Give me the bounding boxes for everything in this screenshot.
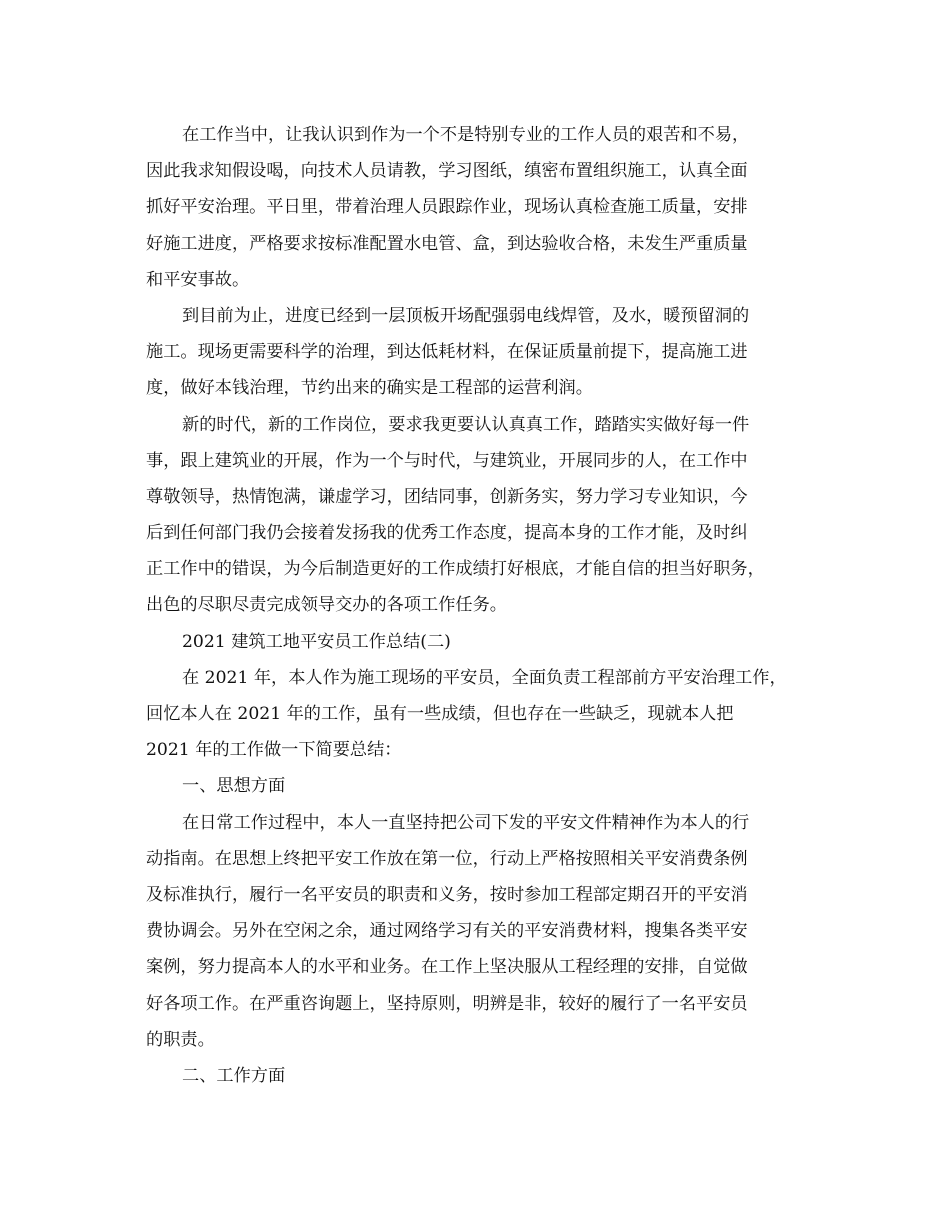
text-line: 因此我求知假设喝，向技术人员请教，学习图纸，缜密布置组织施工，认真全面: [146, 161, 748, 182]
text-line: 在日常工作过程中，本人一直坚持把公司下发的平安文件精神作为本人的行: [182, 812, 750, 833]
text-line: 事，跟上建筑业的开展，作为一个与时代，与建筑业，开展同步的人，在工作中: [146, 450, 748, 471]
text-line: 施工。现场更需要科学的治理，到达低耗材料，在保证质量前提下，提高施工进: [146, 342, 748, 363]
text-line: 后到任何部门我仍会接着发扬我的优秀工作态度，提高本身的工作才能，及时纠: [146, 523, 748, 544]
text-line: 度，做好本钱治理，节约出来的确实是工程部的运营利润。: [146, 378, 593, 399]
text-line: 抓好平安治理。平日里，带着治理人员跟踪作业，现场认真检查施工质量，安排: [146, 197, 748, 218]
text-line: 2021 年的工作做一下简要总结：: [146, 740, 402, 761]
text-line: 的职责。: [146, 1029, 215, 1050]
text-line: 回忆本人在 2021 年的工作，虽有一些成绩，但也存在一些缺乏，现就本人把: [146, 704, 734, 724]
text-line: 和平安事故。: [146, 269, 250, 290]
text-line: 到目前为止，进度已经到一层顶板开场配强弱电线焊管，及水，暖预留洞的: [182, 305, 750, 326]
text-line: 好各项工作。在严重咨询题上，坚持原则，明辨是非，较好的履行了一名平安员: [146, 993, 748, 1014]
text-line: 费协调会。另外在空闲之余，通过网络学习有关的平安消费材料，搜集各类平安: [146, 921, 748, 942]
text-line: 动指南。在思想上终把平安工作放在第一位，行动上严格按照相关平安消费条例: [146, 848, 748, 869]
text-line: 在 2021 年，本人作为施工现场的平安员，全面负责工程部前方平安治理工作，: [182, 667, 787, 688]
text-line: 一、思想方面: [182, 776, 286, 797]
text-line: 二、工作方面: [182, 1065, 286, 1086]
text-line: 正工作中的错误，为今后制造更好的工作成绩打好根底，才能自信的担当好职务，: [146, 559, 765, 580]
document-body: [146, 117, 816, 1094]
text-line: 出色的尽职尽责完成领导交办的各项工作任务。: [146, 595, 507, 616]
text-line: 新的时代，新的工作岗位，要求我更要认认真真工作，踏踏实实做好每一件: [182, 414, 750, 435]
text-line: 尊敬领导，热情饱满，谦虚学习，团结同事，创新务实，努力学习专业知识，今: [146, 486, 748, 507]
text-line: 案例，努力提高本人的水平和业务。在工作上坚决服从工程经理的安排，自觉做: [146, 957, 748, 978]
text-line: 好施工进度，严格要求按标准配置水电管、盒，到达验收合格，未发生严重质量: [146, 233, 748, 254]
text-line: 在工作当中，让我认识到作为一个不是特别专业的工作人员的艰苦和不易，: [182, 125, 750, 145]
text-line: 及标准执行，履行一名平安员的职责和义务，按时参加工程部定期召开的平安消: [146, 884, 748, 905]
text-line: 2021 建筑工地平安员工作总结(二): [182, 631, 451, 652]
